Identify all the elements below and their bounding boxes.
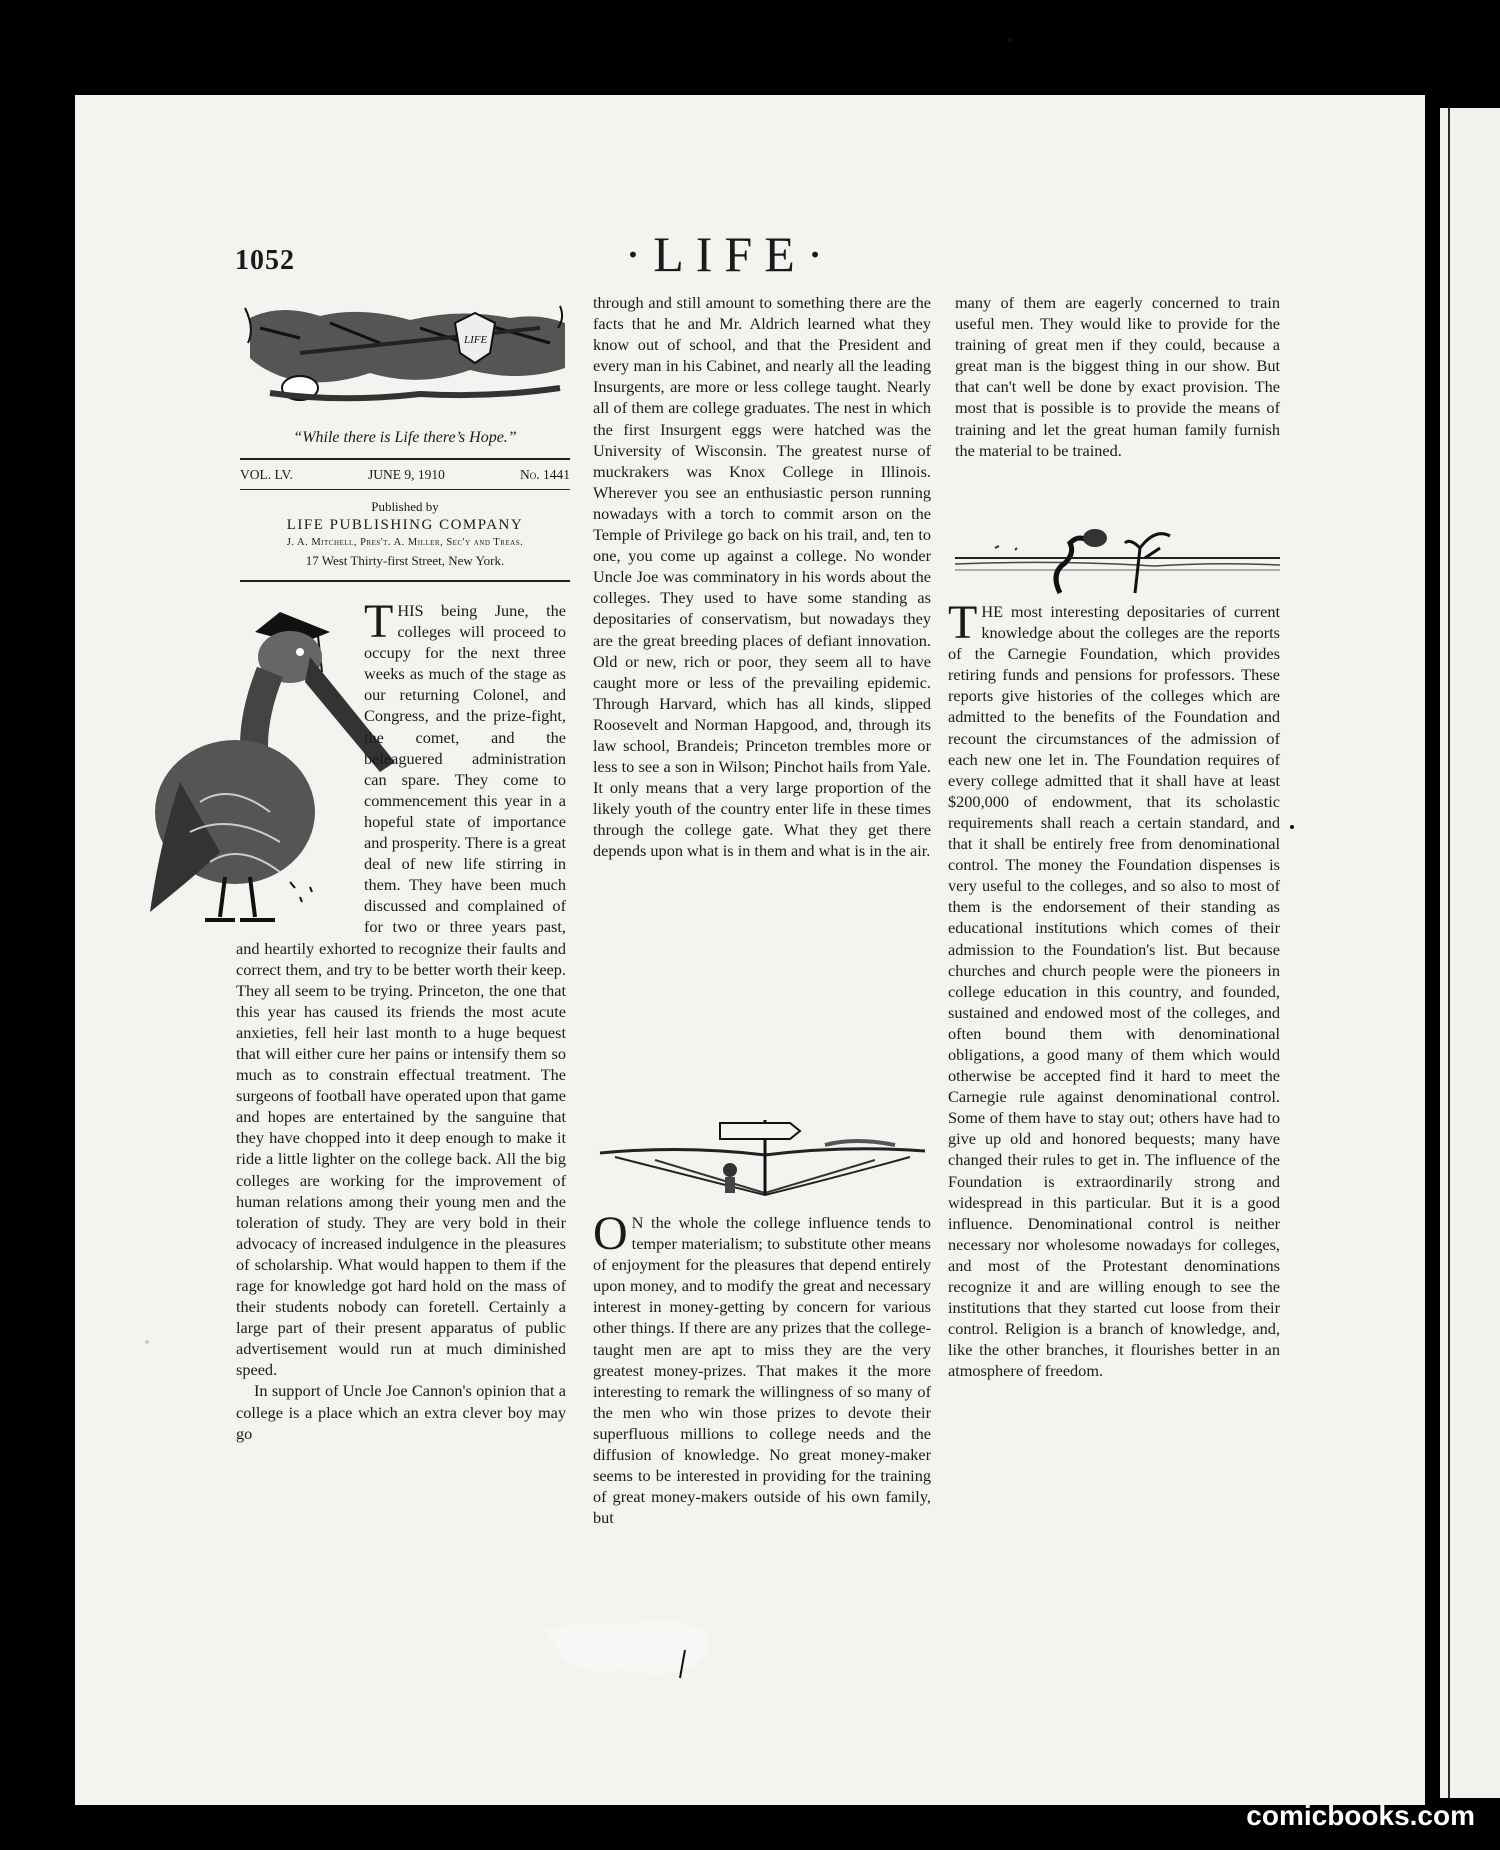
- masthead-title: ·LIFE·: [624, 226, 836, 282]
- drop-cap: T: [948, 596, 978, 649]
- article-paragraph: In support of Uncle Joe Cannon's opinion that a college is a place which an extra clever boy may go: [236, 1381, 566, 1443]
- divider: [240, 489, 570, 490]
- illustration-wrap-space: [236, 600, 364, 918]
- published-by: Published by: [371, 499, 439, 515]
- page-number: 1052: [235, 245, 295, 276]
- issue-number: No. 1441: [519, 467, 570, 483]
- article-paragraph: through and still amount to something there are the facts that he and Mr. Aldrich learned what they know out of school, and that the President and every man in his Cabinet, and nearly all the leading Insurgents, are more or less college taught. Nearly all of them are college graduates. The nest in which the first Insurgent eggs were hatched was the University of Wisconsin. The greatest nurse of muckrakers was Knox College in Illinois. Wherever you see an enthusiastic person running nowadays with a torch to commit arson on the Temple of Privilege go back on his trail, and, ten to one, you come up against a college. No wonder Uncle Joe was comminatory in his words about the colleges. They used to have some standing as depositaries of conservatism, but nowadays they are the great breeding places of defiant innovation. Old or new, rich or poor, they seem all to have caught more or less of the prevailing epidemic. Through Harvard, which has all kinds, slipped Roosevelt and Norman Hapgood, and, through its law school, Brandeis; Princeton trembles more or less to see a son in Wilson; Pinchot hails from Yale. It only means that a very large proportion of the likely youth of the country enter life in these times through the college gate. What they get there depends upon what is in them and what is in the air.: [593, 293, 931, 861]
- scan-speck: [1290, 825, 1294, 829]
- article-paragraph: THE most interesting depositaries of current knowledge about the colleges are the reports of the Carnegie Foundation, which provides retiring funds and pensions for professors. These reports give histories of the colleges which are admitted to the benefits of the Foundation and recount the circumstances of the admission of each new one let in. The Foundation requires of every college admitted that it shall have at least $200,000 of endowment, that its scholastic requirements shall reach a certain standard, and that it shall be entirely free from denominational control. The money the Foundation dispenses is very useful to the colleges, and so also to most of them is the endorsement of their standing as educational institutions which comes of their admission to the Foundation's list. But because churches and church people were the pioneers in college education in this country, and founded, sustained and endowed most of the colleges, and often bound them with denominational obligations, a good many of them which would otherwise be accepted find it hard to meet the Carnegie rule against denominational control. Some of them have to stay out; others have had to give up old and honored bequests; many have changed their rules to get in. The influence of the Foundation is extraordinarily strong and widespread in this particular. But it is a good influence. Denominational control is neither necessary nor wholesome nowadays for colleges, and most of the Protestant denominations recognize it and are willing enough to see the institutions that they started cut loose from their control. Religion is a branch of knowledge, and, like the other branches, it flourishes better in an atmosphere of freedom.: [948, 596, 1280, 1381]
- torn-page-damage: [545, 1610, 725, 1680]
- signpost-illustration: [595, 1115, 930, 1200]
- article-paragraph: many of them are eagerly concerned to train useful men. They would like to provide for the training of great men if they could, because a great man is the biggest thing in our show. But that can't well be done by exact provision. The most that is possible is to provide the means of training and let the great human family furnish the material to be trained.: [955, 293, 1280, 460]
- issue-info: [240, 460, 570, 487]
- motto: “While there is Life there’s Hope.”: [293, 429, 517, 446]
- article-paragraph: THIS being June, the colleges will proceed to occupy for the next three weeks as much of the stage as our returning Colonel, and Congress, and the prize-fight, the comet, and the beleaguered administration can spare. They come to commencement this year in a hopeful state of importance and prosperity. There is a great deal of new life stirring in them. They have been much discussed and complained of for two or three years past, and heartily exhorted to recognize their faults and correct them, and try to be better worth their keep. They all seem to be trying. Princeton, the one that this year has caused its friends the most acute anxieties, fell heir last month to a huge bequest that will either cure her pains or intensify them so much as to constrain effectual treatment. The surgeons of football have operated upon that game and hopes are entertained by the sanguine that they have chopped into it deep enough to make it ride a little lighter on the college back. All the big colleges are working for the improvement of human relations among their young men and the toleration of study. They are very bold in their advocacy of increased indulgence in the pleasures of scholarship. What would happen to them if the rage for knowledge got hard hold on the mass of their students nobody can foretell. Certainly a large part of their present apparatus of public advertisement would run at much diminished speed.: [236, 595, 566, 1380]
- publisher-officers: J. A. Mitchell, Pres't. A. Miller, Sec'y and Treas.: [286, 537, 524, 549]
- page-gutter-line: [1448, 108, 1450, 1798]
- publisher-block: [240, 492, 570, 570]
- volume: VOL. LV.: [240, 467, 293, 483]
- watermark: comicbooks.com: [1246, 1800, 1475, 1831]
- scan-speck: [1008, 38, 1012, 42]
- article-column-1: [236, 595, 566, 1444]
- divider: [240, 580, 570, 582]
- masthead-info-block: [240, 297, 570, 582]
- publisher-address: 17 West Thirty-first Street, New York.: [305, 553, 505, 569]
- article-column-3: [955, 292, 1280, 461]
- article-column-2: [593, 292, 931, 862]
- publisher-company: LIFE PUBLISHING COMPANY: [286, 517, 524, 534]
- drop-cap: T: [364, 595, 394, 648]
- article-column-3-section: [948, 596, 1280, 1381]
- article-column-2-section: [593, 1207, 931, 1528]
- drop-cap: O: [593, 1207, 628, 1260]
- desert-scene-illustration: [955, 518, 1280, 598]
- scan-speck: [145, 1340, 149, 1344]
- article-paragraph: O N the whole the college influence tends to temper materialism; to substitute other means of enjoyment for the pleasures that depend entirely upon money, and to modify the great and necessary interest in money-getting by concern for various other things. If there are any prizes that the college-taught men are apt to miss they are the very greatest money-prizes. That makes it the more interesting to remark the willingness of so many of the men who win those prizes to devote their superfluous millions to college needs and the diffusion of knowledge. No great money-maker seems to be interested in providing for the training of great money-makers outside of his own family, but: [593, 1207, 931, 1528]
- issue-date: JUNE 9, 1910: [368, 467, 445, 483]
- banner-shield-label: LIFE: [464, 334, 488, 346]
